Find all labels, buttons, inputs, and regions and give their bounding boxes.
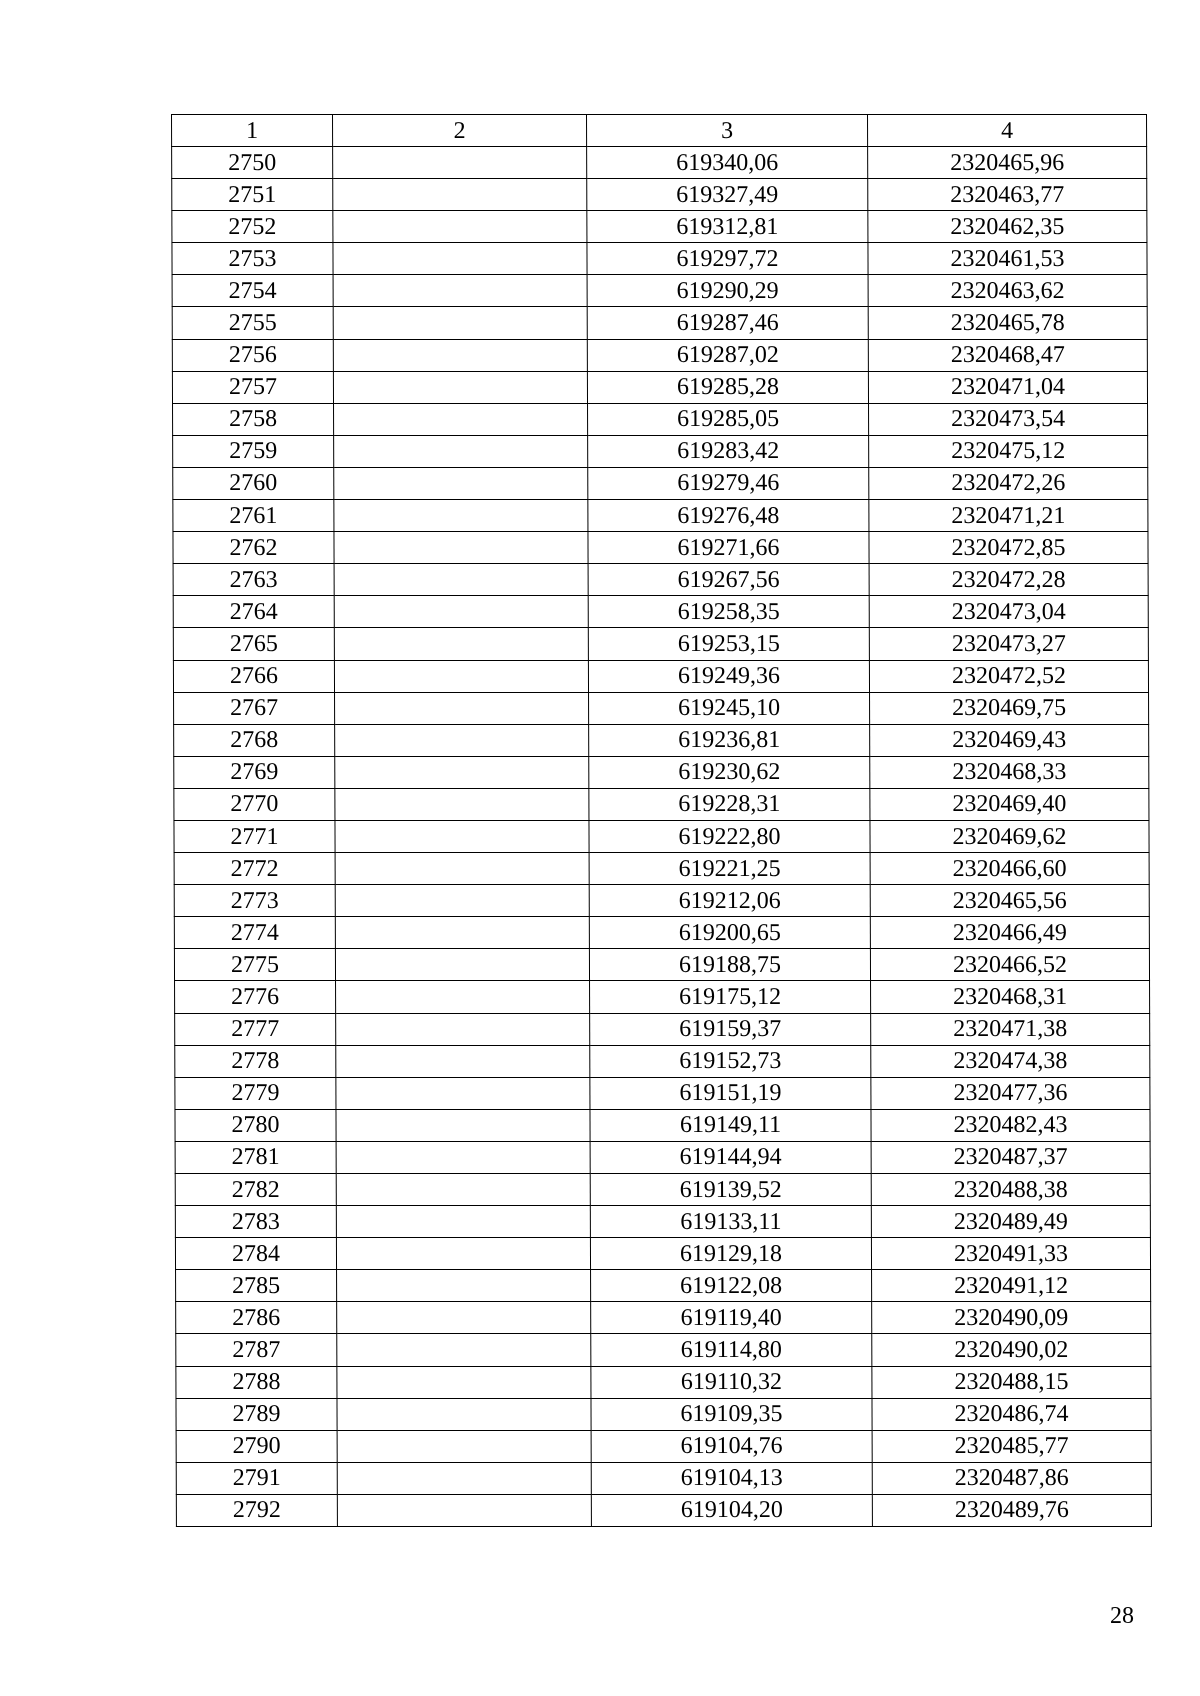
description-cell (337, 1334, 591, 1366)
table-row (173, 467, 1148, 499)
x-coordinate-cell: 619109,35 (591, 1398, 872, 1430)
y-coordinate-cell: 2320469,43 (870, 724, 1149, 756)
table-row (175, 1206, 1150, 1238)
x-coordinate-cell: 619258,35 (588, 596, 869, 628)
description-cell (333, 371, 587, 403)
description-cell (335, 853, 589, 885)
y-coordinate-cell: 2320490,02 (872, 1334, 1151, 1366)
table-header-row (172, 115, 1147, 147)
table-row (174, 917, 1149, 949)
point-number-cell: 2750 (172, 147, 333, 179)
table-row (172, 179, 1147, 211)
point-number-cell: 2757 (172, 371, 333, 403)
y-coordinate-cell: 2320474,38 (871, 1045, 1150, 1077)
description-cell (334, 628, 588, 660)
table-row (172, 275, 1147, 307)
description-cell (334, 500, 588, 532)
table-row (173, 403, 1148, 435)
description-cell (335, 724, 589, 756)
x-coordinate-cell: 619104,76 (591, 1430, 872, 1462)
x-coordinate-cell: 619139,52 (590, 1174, 871, 1206)
y-coordinate-cell: 2320490,09 (872, 1302, 1151, 1334)
point-number-cell: 2762 (173, 532, 334, 564)
description-cell (337, 1430, 591, 1462)
description-cell (336, 981, 590, 1013)
description-cell (335, 692, 589, 724)
x-coordinate-cell: 619285,28 (587, 371, 868, 403)
x-coordinate-cell: 619285,05 (588, 403, 869, 435)
description-cell (336, 1045, 590, 1077)
description-cell (333, 243, 587, 275)
coordinates-table (171, 114, 1152, 1527)
table-row (176, 1334, 1151, 1366)
y-coordinate-cell: 2320477,36 (871, 1077, 1150, 1109)
description-cell (335, 917, 589, 949)
point-number-cell: 2784 (175, 1238, 336, 1270)
table-row (175, 1045, 1150, 1077)
description-cell (336, 1141, 590, 1173)
x-coordinate-cell: 619151,19 (590, 1077, 871, 1109)
point-number-cell: 2792 (176, 1494, 337, 1526)
table-body (172, 115, 1152, 1527)
table-row (172, 307, 1147, 339)
description-cell (333, 275, 587, 307)
y-coordinate-cell: 2320466,49 (870, 917, 1149, 949)
table-row (173, 435, 1148, 467)
column-header-1: 1 (172, 115, 333, 147)
table-row (172, 339, 1147, 371)
table-row (176, 1398, 1151, 1430)
description-cell (333, 179, 587, 211)
table-row (173, 564, 1148, 596)
description-cell (337, 1462, 591, 1494)
y-coordinate-cell: 2320473,54 (869, 403, 1148, 435)
x-coordinate-cell: 619249,36 (588, 660, 869, 692)
description-cell (336, 1109, 590, 1141)
description-cell (334, 467, 588, 499)
y-coordinate-cell: 2320463,62 (868, 275, 1147, 307)
point-number-cell: 2759 (173, 435, 334, 467)
x-coordinate-cell: 619114,80 (591, 1334, 872, 1366)
description-cell (335, 949, 589, 981)
table-row (172, 371, 1147, 403)
table-row (174, 724, 1149, 756)
y-coordinate-cell: 2320469,40 (870, 788, 1149, 820)
y-coordinate-cell: 2320465,78 (868, 307, 1147, 339)
point-number-cell: 2783 (175, 1206, 336, 1238)
x-coordinate-cell: 619159,37 (590, 1013, 871, 1045)
y-coordinate-cell: 2320482,43 (871, 1109, 1150, 1141)
x-coordinate-cell: 619122,08 (591, 1270, 872, 1302)
point-number-cell: 2760 (173, 467, 334, 499)
point-number-cell: 2755 (172, 307, 333, 339)
x-coordinate-cell: 619188,75 (589, 949, 870, 981)
table-row (174, 949, 1149, 981)
y-coordinate-cell: 2320491,33 (871, 1238, 1150, 1270)
table-row (173, 500, 1148, 532)
description-cell (336, 1174, 590, 1206)
x-coordinate-cell: 619236,81 (589, 724, 870, 756)
description-cell (334, 403, 588, 435)
point-number-cell: 2754 (172, 275, 333, 307)
point-number-cell: 2756 (172, 339, 333, 371)
table-row (175, 1141, 1150, 1173)
point-number-cell: 2779 (175, 1077, 336, 1109)
x-coordinate-cell: 619290,29 (587, 275, 868, 307)
description-cell (337, 1366, 591, 1398)
point-number-cell: 2761 (173, 500, 334, 532)
description-cell (335, 820, 589, 852)
table-row (175, 1238, 1150, 1270)
description-cell (334, 532, 588, 564)
description-cell (334, 660, 588, 692)
table-row (172, 243, 1147, 275)
y-coordinate-cell: 2320487,37 (871, 1141, 1150, 1173)
table-row (175, 981, 1150, 1013)
x-coordinate-cell: 619340,06 (587, 147, 868, 179)
x-coordinate-cell: 619253,15 (588, 628, 869, 660)
x-coordinate-cell: 619283,42 (588, 435, 869, 467)
point-number-cell: 2780 (175, 1109, 336, 1141)
table-row (174, 820, 1149, 852)
description-cell (336, 1013, 590, 1045)
point-number-cell: 2767 (174, 692, 335, 724)
y-coordinate-cell: 2320469,75 (870, 692, 1149, 724)
description-cell (333, 211, 587, 243)
y-coordinate-cell: 2320468,33 (870, 756, 1149, 788)
x-coordinate-cell: 619271,66 (588, 532, 869, 564)
y-coordinate-cell: 2320468,31 (871, 981, 1150, 1013)
point-number-cell: 2752 (172, 211, 333, 243)
y-coordinate-cell: 2320488,15 (872, 1366, 1151, 1398)
description-cell (333, 147, 587, 179)
table-row (176, 1270, 1151, 1302)
description-cell (337, 1270, 591, 1302)
point-number-cell: 2788 (176, 1366, 337, 1398)
description-cell (335, 756, 589, 788)
x-coordinate-cell: 619133,11 (590, 1206, 871, 1238)
table-row (176, 1430, 1151, 1462)
point-number-cell: 2774 (174, 917, 335, 949)
description-cell (335, 885, 589, 917)
table-row (175, 1013, 1150, 1045)
table-row (176, 1302, 1151, 1334)
y-coordinate-cell: 2320462,35 (868, 211, 1147, 243)
table-row (173, 628, 1148, 660)
x-coordinate-cell: 619267,56 (588, 564, 869, 596)
x-coordinate-cell: 619287,46 (587, 307, 868, 339)
y-coordinate-cell: 2320466,60 (870, 853, 1149, 885)
y-coordinate-cell: 2320468,47 (868, 339, 1147, 371)
x-coordinate-cell: 619200,65 (589, 917, 870, 949)
x-coordinate-cell: 619175,12 (590, 981, 871, 1013)
x-coordinate-cell: 619297,72 (587, 243, 868, 275)
column-header-2: 2 (333, 115, 587, 147)
point-number-cell: 2785 (176, 1270, 337, 1302)
point-number-cell: 2776 (175, 981, 336, 1013)
y-coordinate-cell: 2320466,52 (870, 949, 1149, 981)
point-number-cell: 2778 (175, 1045, 336, 1077)
y-coordinate-cell: 2320465,56 (870, 885, 1149, 917)
y-coordinate-cell: 2320471,38 (871, 1013, 1150, 1045)
point-number-cell: 2791 (176, 1462, 337, 1494)
x-coordinate-cell: 619279,46 (588, 467, 869, 499)
point-number-cell: 2775 (174, 949, 335, 981)
point-number-cell: 2763 (173, 564, 334, 596)
x-coordinate-cell: 619228,31 (589, 788, 870, 820)
y-coordinate-cell: 2320489,49 (871, 1206, 1150, 1238)
x-coordinate-cell: 619312,81 (587, 211, 868, 243)
x-coordinate-cell: 619149,11 (590, 1109, 871, 1141)
x-coordinate-cell: 619119,40 (591, 1302, 872, 1334)
point-number-cell: 2790 (176, 1430, 337, 1462)
x-coordinate-cell: 619276,48 (588, 500, 869, 532)
table-row (176, 1494, 1151, 1526)
table-row (175, 1077, 1150, 1109)
y-coordinate-cell: 2320488,38 (871, 1174, 1150, 1206)
description-cell (333, 339, 587, 371)
y-coordinate-cell: 2320491,12 (872, 1270, 1151, 1302)
x-coordinate-cell: 619222,80 (589, 820, 870, 852)
description-cell (334, 435, 588, 467)
table-row (173, 596, 1148, 628)
table-row (172, 147, 1147, 179)
point-number-cell: 2764 (173, 596, 334, 628)
table-row (174, 692, 1149, 724)
table-row (174, 756, 1149, 788)
point-number-cell: 2786 (176, 1302, 337, 1334)
x-coordinate-cell: 619104,13 (591, 1462, 872, 1494)
y-coordinate-cell: 2320461,53 (868, 243, 1147, 275)
y-coordinate-cell: 2320471,21 (869, 500, 1148, 532)
x-coordinate-cell: 619287,02 (587, 339, 868, 371)
point-number-cell: 2772 (174, 853, 335, 885)
page-number: 28 (1110, 1603, 1134, 1629)
description-cell (336, 1238, 590, 1270)
table-row (176, 1366, 1151, 1398)
column-header-4: 4 (868, 115, 1147, 147)
y-coordinate-cell: 2320473,27 (869, 628, 1148, 660)
point-number-cell: 2781 (175, 1141, 336, 1173)
table-row (174, 885, 1149, 917)
x-coordinate-cell: 619230,62 (589, 756, 870, 788)
y-coordinate-cell: 2320485,77 (872, 1430, 1151, 1462)
x-coordinate-cell: 619129,18 (590, 1238, 871, 1270)
point-number-cell: 2782 (175, 1174, 336, 1206)
point-number-cell: 2765 (173, 628, 334, 660)
x-coordinate-cell: 619152,73 (590, 1045, 871, 1077)
point-number-cell: 2766 (173, 660, 334, 692)
x-coordinate-cell: 619245,10 (589, 692, 870, 724)
description-cell (334, 564, 588, 596)
y-coordinate-cell: 2320469,62 (870, 820, 1149, 852)
y-coordinate-cell: 2320472,52 (869, 660, 1148, 692)
x-coordinate-cell: 619327,49 (587, 179, 868, 211)
y-coordinate-cell: 2320489,76 (872, 1494, 1151, 1526)
table-row (175, 1109, 1150, 1141)
table-row (173, 660, 1148, 692)
description-cell (337, 1398, 591, 1430)
point-number-cell: 2753 (172, 243, 333, 275)
description-cell (336, 1077, 590, 1109)
point-number-cell: 2777 (175, 1013, 336, 1045)
y-coordinate-cell: 2320472,28 (869, 564, 1148, 596)
description-cell (335, 788, 589, 820)
y-coordinate-cell: 2320472,26 (869, 467, 1148, 499)
description-cell (337, 1302, 591, 1334)
y-coordinate-cell: 2320471,04 (868, 371, 1147, 403)
column-header-3: 3 (587, 115, 868, 147)
y-coordinate-cell: 2320465,96 (868, 147, 1147, 179)
x-coordinate-cell: 619212,06 (589, 885, 870, 917)
description-cell (333, 307, 587, 339)
point-number-cell: 2768 (174, 724, 335, 756)
table-row (175, 1174, 1150, 1206)
point-number-cell: 2771 (174, 820, 335, 852)
table-row (172, 211, 1147, 243)
x-coordinate-cell: 619104,20 (591, 1494, 872, 1526)
point-number-cell: 2751 (172, 179, 333, 211)
table-row (174, 788, 1149, 820)
table-row (176, 1462, 1151, 1494)
point-number-cell: 2787 (176, 1334, 337, 1366)
point-number-cell: 2758 (173, 403, 334, 435)
y-coordinate-cell: 2320487,86 (872, 1462, 1151, 1494)
table-row (174, 853, 1149, 885)
table-row (173, 532, 1148, 564)
y-coordinate-cell: 2320472,85 (869, 532, 1148, 564)
y-coordinate-cell: 2320463,77 (868, 179, 1147, 211)
y-coordinate-cell: 2320486,74 (872, 1398, 1151, 1430)
x-coordinate-cell: 619110,32 (591, 1366, 872, 1398)
x-coordinate-cell: 619221,25 (589, 853, 870, 885)
point-number-cell: 2789 (176, 1398, 337, 1430)
y-coordinate-cell: 2320475,12 (869, 435, 1148, 467)
description-cell (336, 1206, 590, 1238)
description-cell (337, 1494, 591, 1526)
point-number-cell: 2770 (174, 788, 335, 820)
point-number-cell: 2773 (174, 885, 335, 917)
y-coordinate-cell: 2320473,04 (869, 596, 1148, 628)
point-number-cell: 2769 (174, 756, 335, 788)
description-cell (334, 596, 588, 628)
x-coordinate-cell: 619144,94 (590, 1141, 871, 1173)
